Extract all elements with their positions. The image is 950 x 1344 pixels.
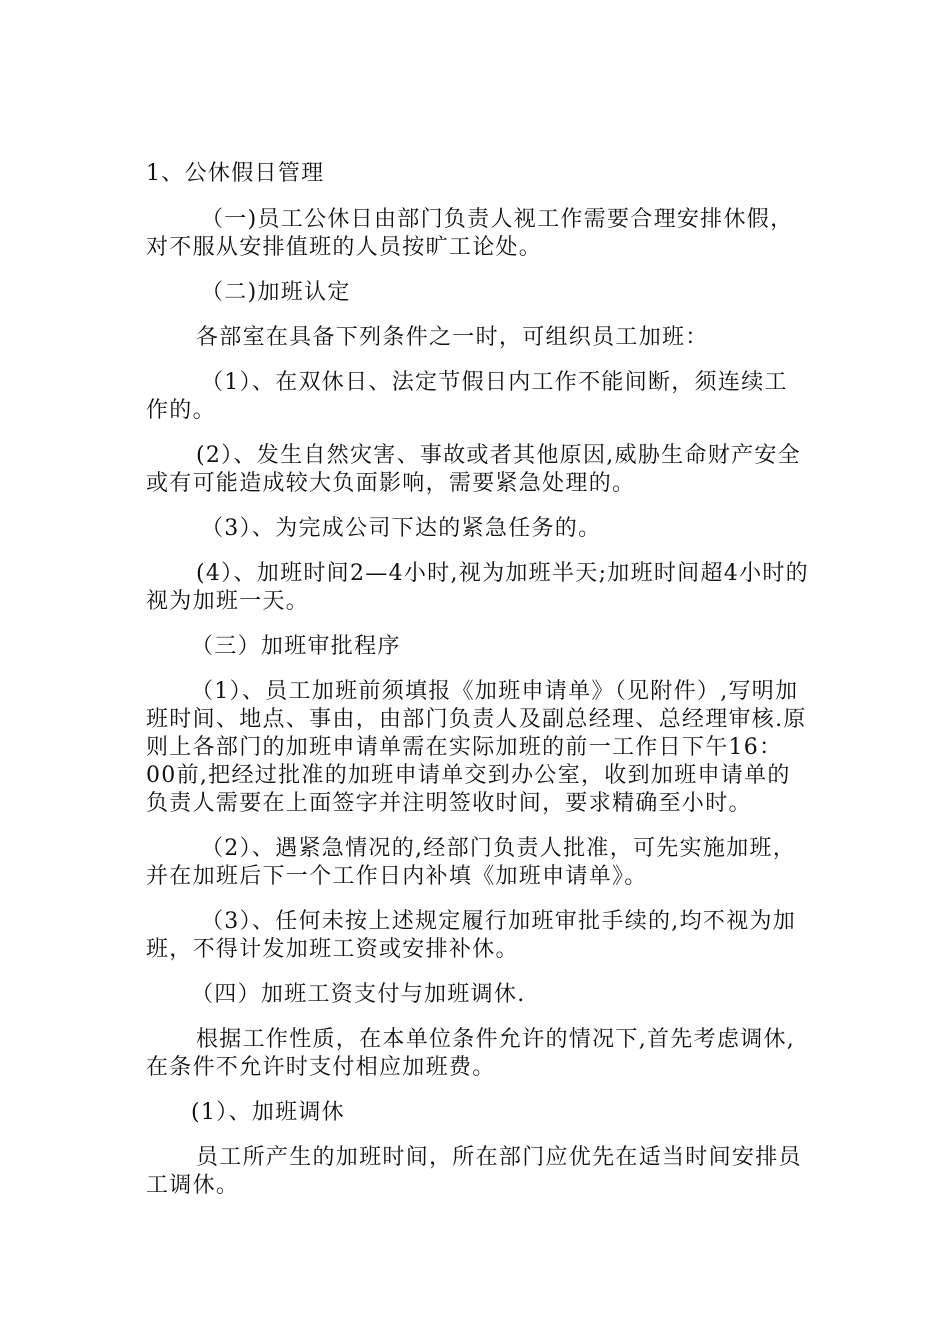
list-item-approval-3: （3）、任何未按上述规定履行加班审批手续的,均不视为加班，不得计发加班工资或安排补休。 [146, 909, 797, 962]
list-item-approval-2: （2）、遇紧急情况的,经部门负责人批准，可先实施加班，并在加班后下一个工作日内补填《加班申请单》。 [146, 836, 797, 889]
list-item-condition-1: （1）、在双休日、法定节假日内工作不能间断，须连续工作的。 [146, 370, 788, 423]
subheading-overtime-definition: （二)加班认定 [201, 280, 351, 305]
list-item-condition-2: (2）、发生自然灾害、事故或者其他原因,威胁生命财产安全或有可能造成较大负面影响，需要紧急处理的。 [146, 443, 801, 496]
list-item-condition-3: （3）、为完成公司下达的紧急任务的。 [201, 516, 602, 541]
list-item-approval-1: （1）、员工加班前须填报《加班申请单》（见附件）,写明加班时间、地点、事由，由部门负责人及副总经理、总经理审核.原则上各部门的加班申请单需在实际加班的前一工作日下午16：00前,把经过批准的加班申请单交到办公室，收到加班申请单的负责人需要在上面签字并注明签收时间，要求精确至小时。 [146, 679, 807, 816]
section-heading: 1、公休假日管理 [146, 161, 325, 186]
subheading-approval-procedure: （三）加班审批程序 [191, 634, 401, 659]
document-body [146, 160, 810, 1217]
paragraph-holiday-arrangement: （一)员工公休日由部门负责人视工作需要合理安排休假，对不服从安排值班的人员按旷工论处。 [146, 207, 794, 260]
list-item-compensatory-leave: (1）、加班调休 [191, 1100, 345, 1125]
subheading-overtime-pay: （四）加班工资支付与加班调休. [191, 982, 526, 1007]
paragraph-compensatory-leave: 员工所产生的加班时间，所在部门应优先在适当时间安排员工调休。 [146, 1145, 802, 1198]
paragraph-overtime-conditions: 各部室在具备下列条件之一时，可组织员工加班： [196, 325, 709, 350]
list-item-condition-4: (4）、加班时间2—4小时,视为加班半天;加班时间超4小时的视为加班一天。 [146, 561, 809, 614]
paragraph-overtime-pay: 根据工作性质，在本单位条件允许的情况下,首先考虑调休,在条件不允许时支付相应加班费。 [146, 1027, 796, 1080]
